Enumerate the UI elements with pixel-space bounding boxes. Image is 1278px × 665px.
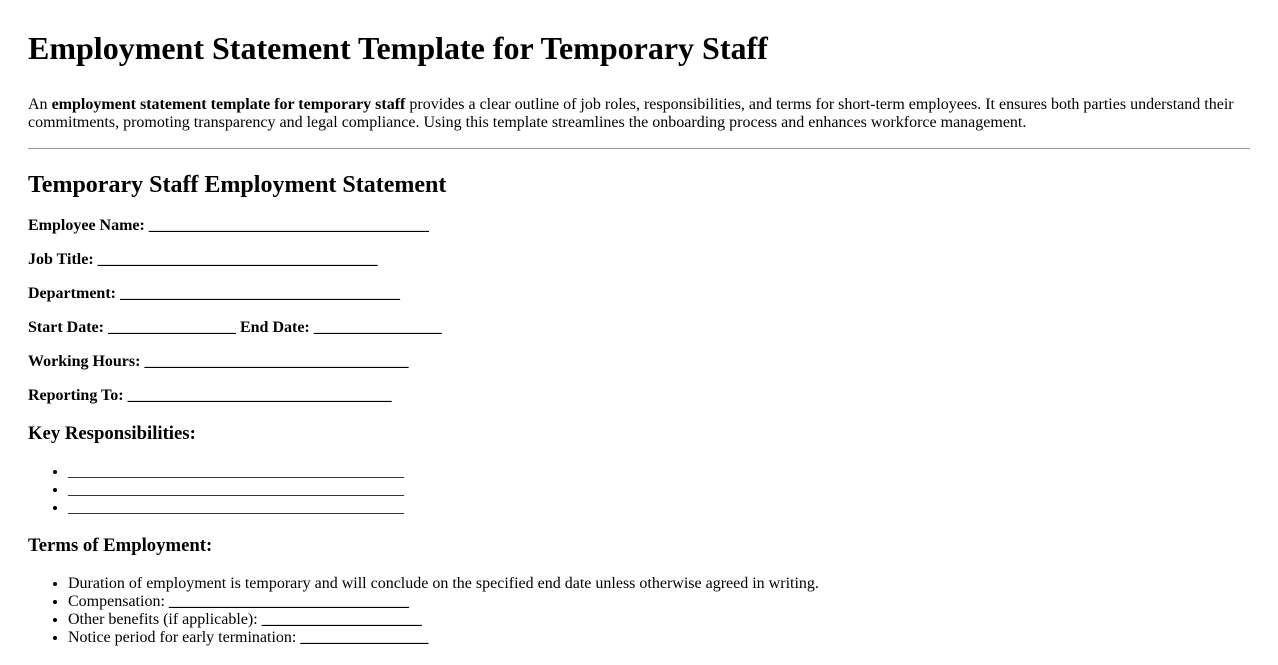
- blank-line[interactable]: ____________________: [261, 611, 422, 628]
- intro-pre: An: [28, 96, 52, 113]
- terms-heading: Terms of Employment:: [28, 535, 213, 556]
- label: Compensation:: [68, 593, 169, 610]
- label: Start Date:: [28, 319, 104, 336]
- blank-line[interactable]: _________________________________: [144, 353, 409, 370]
- blank-line[interactable]: ___________________________________: [97, 251, 378, 268]
- field-working-hours: [28, 353, 1250, 371]
- blank-line[interactable]: ________________: [313, 319, 442, 336]
- label: Job Title:: [28, 251, 94, 268]
- field-department: [28, 285, 1250, 303]
- list-item[interactable]: • __________________________________________: [68, 481, 1250, 499]
- list-item[interactable]: • __________________________________________: [68, 463, 1250, 481]
- blank-line[interactable]: ______________________________: [168, 593, 409, 610]
- intro-bold: employment statement template for temporary staff: [51, 96, 406, 113]
- list-item[interactable]: • __________________________________________: [68, 499, 1250, 517]
- label: Working Hours:: [28, 353, 141, 370]
- blank-line[interactable]: ___________________________________: [119, 285, 400, 302]
- responsibilities-list: [28, 463, 1250, 517]
- label: Other benefits (if applicable):: [68, 611, 262, 628]
- intro-post: provides a clear outline of job roles, responsibilities, and terms for short-term employees. It ensures both parties understand their commitments, promoting transparency and legal compliance. Using this template streamlines the onboarding process and enhances workforce management.: [28, 96, 1234, 131]
- blank-line[interactable]: _________________________________: [127, 387, 392, 404]
- blank-line[interactable]: ________________: [107, 319, 236, 336]
- label: Department:: [28, 285, 116, 302]
- list-item: [68, 629, 1250, 647]
- form-title: Temporary Staff Employment Statement: [28, 172, 447, 198]
- blank-line[interactable]: ___________________________________: [148, 217, 429, 234]
- list-item: [68, 611, 1250, 629]
- intro-paragraph: [28, 96, 1250, 132]
- field-job-title: [28, 251, 1250, 269]
- list-item: [68, 593, 1250, 611]
- field-dates: [28, 319, 1250, 337]
- divider: [28, 148, 1250, 149]
- label: Notice period for early termination:: [68, 629, 301, 646]
- blank-line[interactable]: ________________: [300, 629, 429, 646]
- label: Reporting To:: [28, 387, 124, 404]
- label: End Date:: [239, 319, 310, 336]
- field-employee-name: [28, 217, 1250, 235]
- list-item: • Duration of employment is temporary and will conclude on the specified end date unless otherwise agreed in writing.: [68, 575, 1250, 593]
- terms-list: [28, 575, 1250, 647]
- label: Employee Name:: [28, 217, 145, 234]
- responsibilities-heading: Key Responsibilities:: [28, 423, 196, 444]
- field-reporting-to: [28, 387, 1250, 405]
- page-title: Employment Statement Template for Temporary Staff: [28, 30, 768, 66]
